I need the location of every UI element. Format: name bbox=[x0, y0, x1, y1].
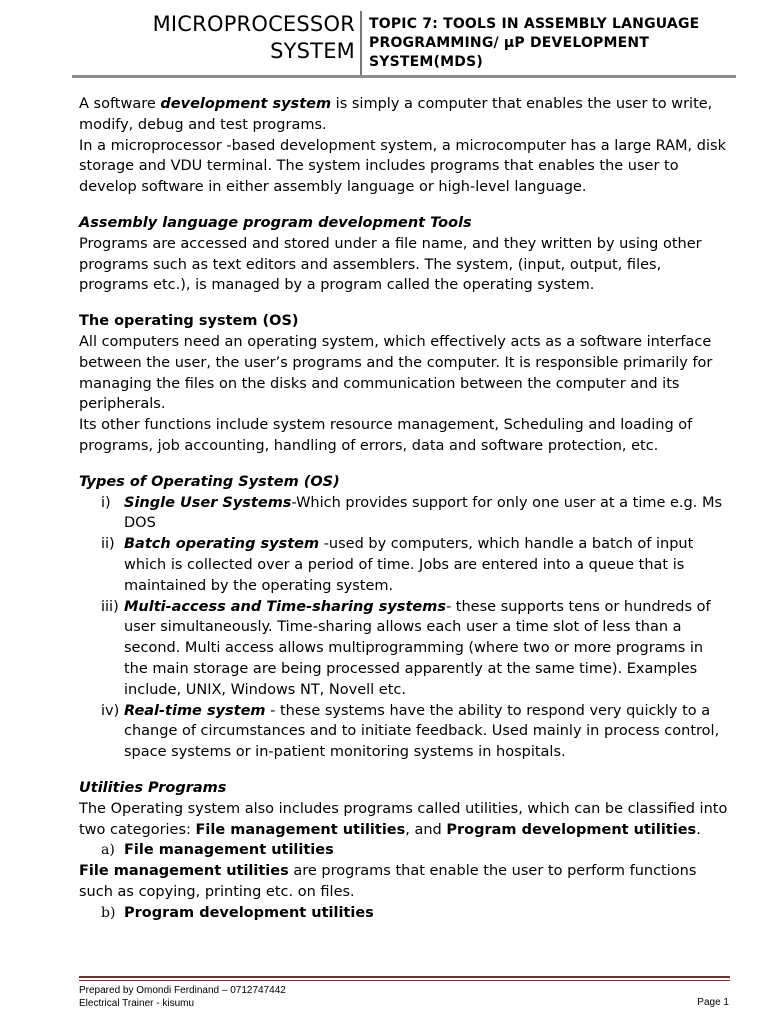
list-term: Real-time system bbox=[124, 702, 266, 719]
program-development-subheading bbox=[79, 903, 729, 924]
intro-text-continued: is simply a computer that enables the user to write, modify, debug and test programs. bbox=[79, 96, 713, 133]
intro-text: A software bbox=[79, 96, 161, 112]
utilities-category-1: File management utilities bbox=[195, 821, 406, 838]
list-item bbox=[79, 597, 729, 701]
intro-paragraph-1 bbox=[79, 94, 729, 136]
course-title bbox=[72, 11, 355, 65]
tools-heading: Assembly language program development Tools bbox=[79, 214, 472, 231]
list-text: -Which provides support for only one user at a time e.g. Ms DOS bbox=[124, 494, 723, 532]
footer-author: Prepared by Omondi Ferdinand – 0712747442 bbox=[79, 985, 286, 996]
subheading-label: File management utilities bbox=[124, 842, 334, 859]
utilities-category-2: Program development utilities bbox=[446, 821, 697, 838]
utilities-text: The Operating system also includes programs called utilities, which can be classified into two categories: bbox=[79, 800, 728, 838]
file-management-term: File management utilities bbox=[79, 863, 289, 880]
list-item bbox=[79, 701, 729, 763]
footer-rule-thin bbox=[79, 980, 730, 981]
os-types-list bbox=[79, 493, 729, 763]
page-header bbox=[72, 11, 736, 75]
list-text: -used by computers, which handle a batch of input which is collected over a period of time. Jobs are entered into a queue that is maintained by the operating system. bbox=[124, 536, 694, 594]
utilities-text-mid: , and bbox=[405, 821, 447, 838]
os-paragraph-2: Its other functions include system resource management, Scheduling and loading of programs, job accounting, handling of errors, data and software protection, etc. bbox=[79, 417, 693, 454]
os-paragraph-1: All computers need an operating system, which effectively acts as a software interface between the user, the user’s programs and the computer. It is responsible primarily for managing the files on the disks and communication between the computer and its peripherals. bbox=[79, 333, 713, 413]
os-types-heading: Types of Operating System (OS) bbox=[79, 473, 340, 490]
utilities-text-end: . bbox=[696, 821, 701, 838]
list-text: - these supports tens or hundreds of user simultaneously. Time-sharing allows each user a time slot of less than a second. Multi access allows multiprogramming (where two or more programs in the main storage are being processed apparently at the same time). Examples include, UNIX, Windows NT, Novell etc. bbox=[124, 598, 711, 698]
course-title-line2: SYSTEM bbox=[270, 39, 355, 63]
header-rule bbox=[72, 75, 736, 78]
page-footer bbox=[79, 985, 730, 1010]
subheading-letter: b) bbox=[101, 904, 116, 921]
document-body bbox=[79, 94, 729, 923]
os-heading: The operating system (OS) bbox=[79, 313, 299, 330]
file-management-subheading bbox=[79, 840, 729, 861]
file-management-paragraph bbox=[79, 861, 729, 903]
footer-role: Electrical Trainer - kisumu bbox=[79, 997, 195, 1009]
intro-emphasis: development system bbox=[160, 96, 332, 112]
page-number: Page 1 bbox=[697, 997, 729, 1008]
course-title-line1: MICROPROCESSOR bbox=[152, 12, 355, 36]
footer-rule bbox=[79, 976, 730, 978]
list-term: Single User Systems bbox=[124, 494, 292, 511]
utilities-heading: Utilities Programs bbox=[79, 779, 227, 796]
tools-paragraph: Programs are accessed and stored under a file name, and they written by using other programs such as text editors and assemblers. The system, (input, output, files, programs etc.), is managed by a program called the operating system. bbox=[79, 235, 702, 294]
list-item bbox=[79, 534, 729, 596]
file-management-text: are programs that enable the user to perform functions such as copying, printing etc. on files. bbox=[79, 863, 697, 900]
utilities-paragraph bbox=[79, 799, 729, 841]
list-number: iii) bbox=[101, 598, 119, 615]
intro-paragraph-2: In a microprocessor -based development system, a microcomputer has a large RAM, disk storage and VDU terminal. The system includes programs that enables the user to develop software in either assembly language or high-level language. bbox=[79, 137, 726, 196]
list-number: ii) bbox=[101, 536, 115, 553]
subheading-label: Program development utilities bbox=[124, 904, 374, 921]
list-term: Multi-access and Time-sharing systems bbox=[124, 598, 446, 615]
list-text: - these systems have the ability to respond very quickly to a change of circumstances and to initiate feedback. Used mainly in process control, space systems or in-patient monitoring systems in hospitals. bbox=[124, 702, 720, 761]
list-item bbox=[79, 493, 729, 535]
subheading-letter: a) bbox=[101, 842, 115, 859]
header-divider bbox=[360, 11, 362, 75]
list-number: iv) bbox=[101, 702, 120, 719]
list-number: i) bbox=[101, 494, 111, 511]
topic-title: TOPIC 7: TOOLS IN ASSEMBLY LANGUAGE PROGRAMMING/ µP DEVELOPMENT SYSTEM(MDS) bbox=[369, 16, 700, 70]
list-term: Batch operating system bbox=[124, 536, 320, 553]
